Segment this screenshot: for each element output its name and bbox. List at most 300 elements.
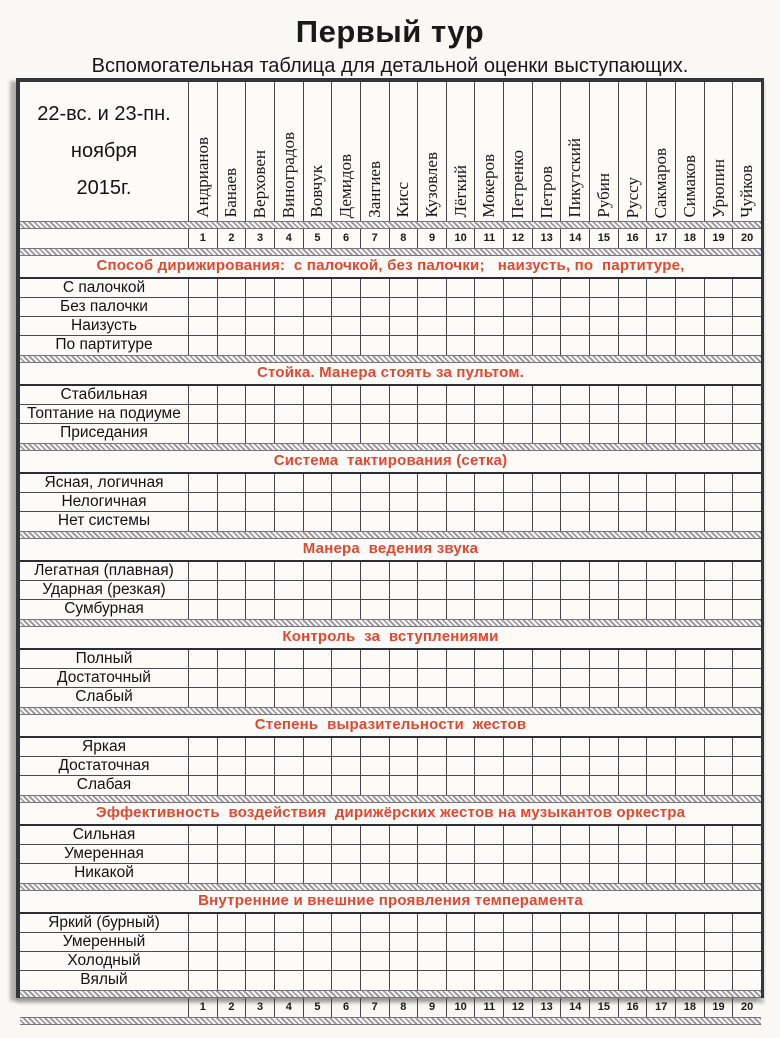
- score-cell: [474, 738, 503, 756]
- score-cell: [732, 474, 761, 492]
- score-cell: [474, 669, 503, 687]
- score-cell: [417, 298, 446, 316]
- participant-name: Петров: [536, 165, 556, 218]
- score-cell: [704, 688, 733, 707]
- score-cell: [331, 336, 360, 355]
- score-cell: [274, 512, 303, 531]
- score-cell: [188, 864, 217, 883]
- column-number-cell: 4: [274, 229, 303, 248]
- score-cell: [532, 386, 561, 404]
- score-cell: [618, 845, 647, 863]
- date-line-2: ноября: [70, 140, 138, 162]
- score-cell: [704, 971, 733, 990]
- score-cell: [704, 405, 733, 423]
- score-cell: [589, 650, 618, 668]
- score-cell: [360, 336, 389, 355]
- score-cell: [303, 493, 332, 511]
- score-cell: [360, 581, 389, 599]
- score-cell: [560, 757, 589, 775]
- score-cell: [503, 562, 532, 580]
- participant-column: [303, 82, 332, 221]
- score-cell: [646, 738, 675, 756]
- score-cell: [274, 776, 303, 795]
- score-cell: [331, 581, 360, 599]
- criterion-row: [20, 493, 761, 512]
- score-cell: [217, 424, 246, 443]
- score-cell: [446, 493, 475, 511]
- score-cell: [532, 738, 561, 756]
- score-cell: [303, 826, 332, 844]
- score-cell: [618, 581, 647, 599]
- score-cell: [188, 688, 217, 707]
- score-cell: [675, 757, 704, 775]
- score-cell: [245, 405, 274, 423]
- score-cell: [532, 688, 561, 707]
- score-cell: [274, 562, 303, 580]
- score-cell: [303, 757, 332, 775]
- score-cell: [417, 424, 446, 443]
- column-number-cell: 2: [217, 998, 246, 1017]
- score-cell: [188, 562, 217, 580]
- score-cell: [704, 952, 733, 970]
- score-cell: [274, 845, 303, 863]
- score-cell: [188, 757, 217, 775]
- score-cell: [417, 757, 446, 775]
- criterion-label: Наизусть: [71, 317, 137, 334]
- score-cell: [474, 971, 503, 990]
- score-cell: [274, 405, 303, 423]
- score-cell: [560, 688, 589, 707]
- score-cell: [245, 971, 274, 990]
- participant-name: Андрианов: [192, 137, 212, 218]
- hatch-separator: [20, 707, 761, 715]
- score-cell: [274, 933, 303, 951]
- score-cell: [303, 600, 332, 619]
- score-cell: [646, 933, 675, 951]
- hatch-separator: [20, 248, 761, 256]
- score-cell: [389, 474, 418, 492]
- score-cell: [618, 650, 647, 668]
- score-cell: [188, 493, 217, 511]
- score-cell: [217, 474, 246, 492]
- column-number-cell: 19: [704, 229, 733, 248]
- score-cell: [274, 279, 303, 297]
- score-cell: [245, 279, 274, 297]
- score-cell: [704, 933, 733, 951]
- score-cell: [732, 424, 761, 443]
- criterion-label: Достаточная: [58, 757, 150, 774]
- score-cell: [331, 405, 360, 423]
- score-cell: [589, 298, 618, 316]
- score-cell: [675, 826, 704, 844]
- score-cell: [474, 336, 503, 355]
- criterion-label: Холодный: [67, 952, 141, 969]
- score-cell: [331, 826, 360, 844]
- participant-column: [618, 82, 647, 221]
- criterion-row: [20, 600, 761, 619]
- score-cell: [360, 933, 389, 951]
- score-cell: [303, 581, 332, 599]
- hatch-separator: [20, 883, 761, 891]
- score-cell: [360, 650, 389, 668]
- score-cell: [618, 493, 647, 511]
- column-number-cell: 12: [503, 998, 532, 1017]
- score-cell: [532, 279, 561, 297]
- score-cell: [589, 386, 618, 404]
- score-cell: [474, 317, 503, 335]
- score-cell: [675, 386, 704, 404]
- column-number-cell: 2: [217, 229, 246, 248]
- score-cell: [589, 688, 618, 707]
- score-cell: [274, 914, 303, 932]
- score-cell: [560, 336, 589, 355]
- score-cell: [217, 512, 246, 531]
- score-cell: [389, 493, 418, 511]
- criterion-row: [20, 405, 761, 424]
- score-cell: [532, 669, 561, 687]
- score-cell: [474, 933, 503, 951]
- score-cell: [217, 336, 246, 355]
- column-number-cell: 8: [389, 998, 418, 1017]
- score-cell: [704, 864, 733, 883]
- score-cell: [532, 933, 561, 951]
- score-cell: [474, 386, 503, 404]
- score-cell: [360, 317, 389, 335]
- column-number-cell: 5: [303, 998, 332, 1017]
- criterion-row: [20, 279, 761, 298]
- score-cell: [303, 424, 332, 443]
- score-cell: [360, 424, 389, 443]
- score-cell: [503, 474, 532, 492]
- score-cell: [704, 336, 733, 355]
- score-cell: [417, 386, 446, 404]
- score-cell: [589, 971, 618, 990]
- score-cell: [474, 512, 503, 531]
- score-cell: [560, 493, 589, 511]
- score-cell: [217, 650, 246, 668]
- numbers-row-spacer: [20, 998, 188, 1017]
- score-cell: [274, 669, 303, 687]
- score-cell: [188, 386, 217, 404]
- score-cell: [474, 600, 503, 619]
- criterion-label: С палочкой: [62, 279, 146, 296]
- score-cell: [732, 298, 761, 316]
- participants-header-row: [20, 82, 761, 221]
- score-cell: [331, 424, 360, 443]
- score-cell: [360, 864, 389, 883]
- criterion-label: Достаточный: [57, 669, 151, 686]
- score-cell: [274, 493, 303, 511]
- score-cell: [618, 914, 647, 932]
- score-cell: [446, 826, 475, 844]
- score-cell: [675, 317, 704, 335]
- score-cell: [704, 757, 733, 775]
- score-cell: [245, 757, 274, 775]
- score-cell: [217, 562, 246, 580]
- column-number-cell: 6: [331, 229, 360, 248]
- section-header: Стойка. Манера стоять за пультом.: [20, 363, 761, 386]
- score-cell: [188, 298, 217, 316]
- score-cell: [217, 933, 246, 951]
- score-cell: [331, 845, 360, 863]
- score-cell: [303, 933, 332, 951]
- score-cell: [732, 757, 761, 775]
- score-cell: [503, 317, 532, 335]
- score-cell: [274, 298, 303, 316]
- score-cell: [732, 562, 761, 580]
- score-cell: [560, 914, 589, 932]
- criterion-label: Никакой: [74, 864, 134, 881]
- score-cell: [389, 688, 418, 707]
- date-line-1: 22-вс. и 23-пн.: [37, 103, 171, 125]
- score-cell: [675, 650, 704, 668]
- score-cell: [560, 776, 589, 795]
- score-cell: [217, 688, 246, 707]
- score-cell: [217, 864, 246, 883]
- column-number-cell: 16: [618, 229, 647, 248]
- score-cell: [417, 562, 446, 580]
- participant-column: [360, 82, 389, 221]
- score-cell: [360, 914, 389, 932]
- score-cell: [589, 424, 618, 443]
- score-cell: [618, 757, 647, 775]
- score-cell: [503, 279, 532, 297]
- score-cell: [446, 317, 475, 335]
- criterion-row: [20, 581, 761, 600]
- score-cell: [188, 424, 217, 443]
- score-cell: [503, 405, 532, 423]
- score-cell: [704, 562, 733, 580]
- score-cell: [331, 952, 360, 970]
- column-number-cell: 14: [560, 998, 589, 1017]
- score-cell: [532, 424, 561, 443]
- score-cell: [503, 971, 532, 990]
- score-cell: [474, 864, 503, 883]
- score-cell: [474, 424, 503, 443]
- score-cell: [675, 933, 704, 951]
- score-cell: [389, 279, 418, 297]
- score-cell: [675, 512, 704, 531]
- participant-name: Пикутский: [565, 138, 585, 218]
- criterion-row: [20, 474, 761, 493]
- score-cell: [245, 776, 274, 795]
- score-cell: [532, 336, 561, 355]
- score-cell: [360, 669, 389, 687]
- criterion-row: [20, 952, 761, 971]
- score-cell: [675, 738, 704, 756]
- score-cell: [675, 581, 704, 599]
- score-cell: [503, 738, 532, 756]
- score-cell: [732, 669, 761, 687]
- score-cell: [188, 650, 217, 668]
- score-cell: [532, 474, 561, 492]
- score-cell: [274, 336, 303, 355]
- score-cell: [503, 757, 532, 775]
- participant-column: [474, 82, 503, 221]
- score-cell: [704, 474, 733, 492]
- score-cell: [188, 474, 217, 492]
- score-cell: [303, 405, 332, 423]
- score-cell: [503, 688, 532, 707]
- score-cell: [704, 914, 733, 932]
- score-cell: [360, 474, 389, 492]
- score-cell: [303, 845, 332, 863]
- score-cell: [589, 757, 618, 775]
- column-number-cell: 15: [589, 229, 618, 248]
- score-cell: [560, 933, 589, 951]
- score-cell: [389, 512, 418, 531]
- participant-name: Симаков: [679, 155, 699, 218]
- score-cell: [646, 581, 675, 599]
- score-cell: [589, 493, 618, 511]
- participant-name: Кузовлев: [422, 152, 442, 218]
- score-cell: [732, 688, 761, 707]
- score-cell: [732, 864, 761, 883]
- score-cell: [417, 669, 446, 687]
- score-cell: [446, 952, 475, 970]
- score-cell: [446, 971, 475, 990]
- score-cell: [245, 952, 274, 970]
- score-cell: [618, 600, 647, 619]
- score-cell: [188, 512, 217, 531]
- page-subtitle: Вспомогательная таблица для детальной оценки выступающих.: [91, 55, 689, 77]
- score-cell: [389, 581, 418, 599]
- score-cell: [274, 600, 303, 619]
- column-number-cell: 12: [503, 229, 532, 248]
- participant-column: [589, 82, 618, 221]
- column-number-cell: 3: [245, 998, 274, 1017]
- score-cell: [188, 776, 217, 795]
- score-cell: [303, 776, 332, 795]
- score-cell: [675, 600, 704, 619]
- score-cell: [646, 971, 675, 990]
- score-cell: [474, 776, 503, 795]
- hatch-separator: [20, 619, 761, 627]
- section-header: Эффективность воздействия дирижёрских жестов на музыкантов оркестра: [20, 803, 761, 826]
- score-cell: [188, 845, 217, 863]
- criterion-label: Вялый: [80, 971, 128, 988]
- score-cell: [704, 298, 733, 316]
- column-number-cell: 19: [704, 998, 733, 1017]
- participant-name: Верховен: [250, 149, 270, 218]
- score-cell: [675, 474, 704, 492]
- criterion-label: Нет системы: [57, 512, 151, 529]
- score-cell: [217, 971, 246, 990]
- score-cell: [303, 669, 332, 687]
- score-cell: [704, 386, 733, 404]
- score-cell: [446, 845, 475, 863]
- score-cell: [188, 738, 217, 756]
- score-cell: [245, 669, 274, 687]
- score-cell: [503, 336, 532, 355]
- score-cell: [646, 914, 675, 932]
- score-cell: [417, 600, 446, 619]
- score-cell: [360, 738, 389, 756]
- score-cell: [532, 512, 561, 531]
- score-cell: [503, 776, 532, 795]
- score-cell: [188, 405, 217, 423]
- score-cell: [274, 688, 303, 707]
- score-cell: [732, 493, 761, 511]
- score-cell: [732, 776, 761, 795]
- score-cell: [360, 688, 389, 707]
- score-cell: [618, 512, 647, 531]
- score-cell: [417, 279, 446, 297]
- score-cell: [732, 952, 761, 970]
- score-cell: [560, 826, 589, 844]
- score-cell: [274, 581, 303, 599]
- score-cell: [618, 474, 647, 492]
- score-cell: [217, 405, 246, 423]
- score-cell: [245, 738, 274, 756]
- score-cell: [417, 914, 446, 932]
- score-cell: [417, 474, 446, 492]
- participant-name: Демидов: [336, 153, 356, 218]
- hatch-separator: [20, 443, 761, 451]
- section-header: Манера ведения звука: [20, 539, 761, 562]
- numbers-row-spacer: [20, 229, 188, 248]
- participant-column: [188, 82, 217, 221]
- score-cell: [474, 826, 503, 844]
- column-number-cell: 4: [274, 998, 303, 1017]
- score-cell: [245, 336, 274, 355]
- score-cell: [446, 279, 475, 297]
- criterion-label: По партитуре: [55, 336, 153, 353]
- criterion-row: [20, 562, 761, 581]
- score-cell: [303, 512, 332, 531]
- score-cell: [331, 298, 360, 316]
- score-cell: [503, 650, 532, 668]
- score-cell: [589, 600, 618, 619]
- score-cell: [732, 738, 761, 756]
- score-cell: [217, 952, 246, 970]
- score-cell: [389, 424, 418, 443]
- score-cell: [618, 864, 647, 883]
- score-cell: [618, 386, 647, 404]
- score-cell: [389, 914, 418, 932]
- score-cell: [446, 424, 475, 443]
- criterion-row: [20, 386, 761, 405]
- score-cell: [618, 298, 647, 316]
- page-title: Первый тур: [295, 14, 485, 49]
- score-cell: [188, 581, 217, 599]
- score-cell: [331, 688, 360, 707]
- score-cell: [446, 581, 475, 599]
- score-cell: [331, 279, 360, 297]
- score-cell: [560, 650, 589, 668]
- score-cell: [704, 317, 733, 335]
- score-cell: [188, 933, 217, 951]
- score-cell: [417, 336, 446, 355]
- score-cell: [532, 493, 561, 511]
- score-cell: [589, 336, 618, 355]
- score-cell: [532, 581, 561, 599]
- score-cell: [446, 738, 475, 756]
- column-number-cell: 1: [188, 229, 217, 248]
- score-cell: [446, 562, 475, 580]
- criterion-label: Слабая: [76, 776, 132, 793]
- participant-column: [245, 82, 274, 221]
- participant-column: [389, 82, 418, 221]
- score-cell: [646, 405, 675, 423]
- score-cell: [474, 493, 503, 511]
- score-cell: [732, 512, 761, 531]
- score-cell: [303, 279, 332, 297]
- score-cell: [618, 669, 647, 687]
- criterion-row: [20, 650, 761, 669]
- date-line-3: 2015г.: [76, 177, 132, 199]
- criterion-label: Топтание на подиуме: [27, 405, 181, 422]
